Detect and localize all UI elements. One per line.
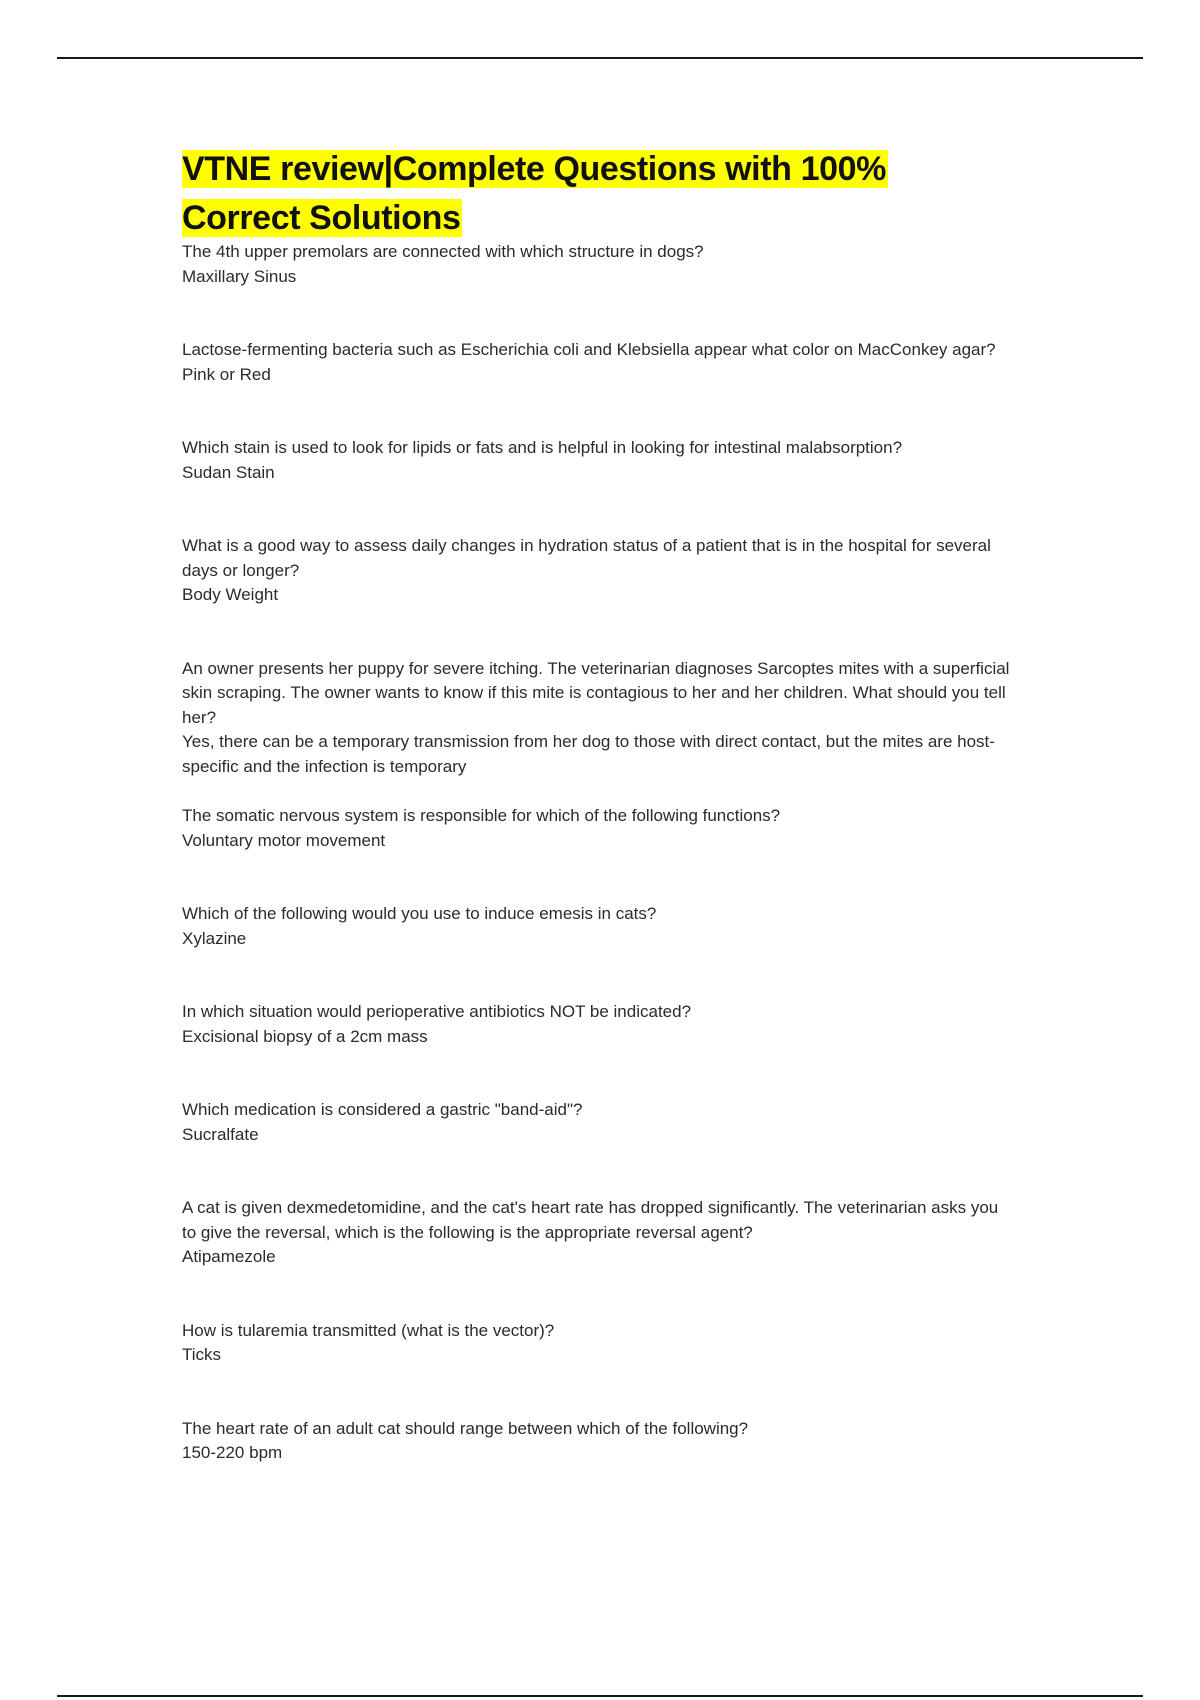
answer-text: Sucralfate: [182, 1124, 259, 1144]
answer-text: Body Weight: [182, 585, 279, 604]
top-rule: [57, 57, 1143, 59]
qa-item-4: [182, 534, 1012, 608]
question-text: Lactose-fermenting bacteria such as Escherichia coli and Klebsiella appear what color on MacConkey agar?: [182, 340, 996, 359]
qa-item-12: [182, 1417, 1012, 1466]
answer-text: Xylazine: [182, 928, 247, 948]
qa-item-7: [182, 902, 1012, 951]
qa-item-5: [182, 657, 1012, 780]
answer-text: Ticks: [182, 1345, 222, 1364]
qa-item-2: [182, 338, 1012, 387]
answer-text: Voluntary motor movement: [182, 830, 386, 850]
answer-text: Pink or Red: [182, 364, 271, 384]
qa-item-6: [182, 804, 1012, 853]
question-text: Which medication is considered a gastric "band-aid"?: [182, 1100, 583, 1119]
qa-item-3: [182, 436, 1012, 485]
title-line-1: VTNE review|Complete Questions with 100%: [182, 150, 886, 188]
question-text: What is a good way to assess daily changes in hydration status of a patient that is in the hospital for several days or longer?: [182, 536, 991, 580]
answer-text: Sudan Stain: [182, 462, 275, 482]
answer-text: Yes, there can be a temporary transmission from her dog to those with direct contact, but the mites are host-specific and the infection is temporary: [182, 732, 995, 776]
question-text: The heart rate of an adult cat should range between which of the following?: [182, 1418, 749, 1438]
qa-item-8: [182, 1000, 1012, 1049]
title-line-2: Correct Solutions: [182, 199, 461, 237]
answer-text: Atipamezole: [182, 1247, 276, 1266]
qa-item-1: [182, 240, 1012, 289]
question-text: A cat is given dexmedetomidine, and the cat's heart rate has dropped significantly. The veterinarian asks you to give the reversal, which is the following is the appropriate reversal agent?: [182, 1198, 999, 1242]
question-text: In which situation would perioperative antibiotics NOT be indicated?: [182, 1002, 692, 1021]
answer-text: 150-220 bpm: [182, 1443, 283, 1462]
qa-item-10: [182, 1196, 1012, 1270]
answer-text: Maxillary Sinus: [182, 266, 297, 286]
bottom-rule: [57, 1695, 1143, 1697]
question-text: Which of the following would you use to induce emesis in cats?: [182, 904, 657, 923]
question-text: The 4th upper premolars are connected with which structure in dogs?: [182, 242, 704, 261]
document-title: [182, 145, 1012, 243]
qa-item-9: [182, 1098, 1012, 1147]
answer-text: Excisional biopsy of a 2cm mass: [182, 1026, 428, 1046]
question-text: Which stain is used to look for lipids or fats and is helpful in looking for intestinal malabsorption?: [182, 438, 903, 457]
question-text: The somatic nervous system is responsible for which of the following functions?: [182, 806, 781, 825]
question-text: How is tularemia transmitted (what is the vector)?: [182, 1320, 555, 1340]
document-body: [182, 145, 1012, 1466]
question-text: An owner presents her puppy for severe itching. The veterinarian diagnoses Sarcoptes mites with a superficial skin scraping. The owner wants to know if this mite is contagious to her and her children. What should you tell her?: [182, 658, 1010, 727]
qa-item-11: [182, 1319, 1012, 1368]
